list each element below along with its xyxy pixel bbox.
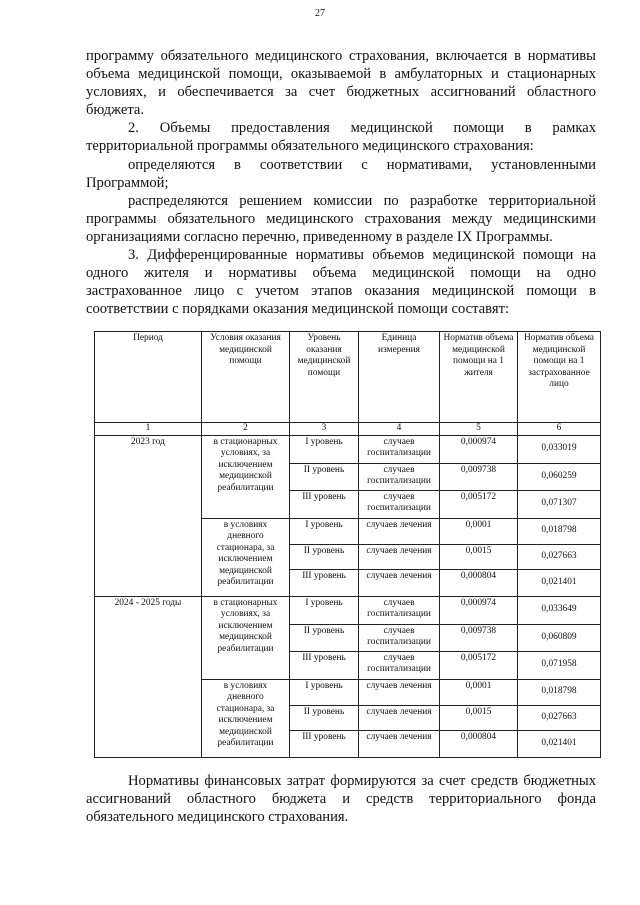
level-cell: I уровень: [290, 679, 359, 705]
column-number-row: [95, 423, 601, 436]
per-resident-cell: 0,0001: [440, 679, 518, 705]
paragraph-item-2-sub-1: определяются в соответствии с нормативами, установленными Программой;: [86, 156, 596, 191]
per-resident-cell: 0,000804: [440, 730, 518, 757]
unit-cell: случаев госпитализации: [359, 651, 440, 679]
per-resident-cell: 0,000974: [440, 596, 518, 624]
level-cell: II уровень: [290, 463, 359, 490]
level-cell: II уровень: [290, 544, 359, 569]
level-cell: II уровень: [290, 705, 359, 730]
page-number: 27: [315, 8, 325, 19]
period-cell: 2023 год: [95, 435, 202, 596]
table-header-row: [95, 332, 601, 423]
per-insured-cell: 0,060259: [518, 463, 601, 490]
paragraph-item-3: 3. Дифференцированные нормативы объемов медицинской помощи на одного жителя и нормативы объема медицинской помощи на одно застрахованное лицо с учетом этапов оказания медицинской помощи в соответствии с порядками оказания медицинской помощи составят:: [86, 247, 596, 318]
column-number: 1: [95, 423, 202, 436]
level-cell: I уровень: [290, 596, 359, 624]
column-number: 4: [359, 423, 440, 436]
column-header-conditions: Условия оказания медицинской помощи: [202, 332, 290, 423]
unit-cell: случаев лечения: [359, 569, 440, 596]
level-cell: II уровень: [290, 624, 359, 651]
per-insured-cell: 0,071307: [518, 490, 601, 518]
level-cell: III уровень: [290, 730, 359, 757]
paragraph-item-2-sub-2: распределяются решением комиссии по разработке территориальной программы обязательного медицинского страхования между медицинскими организациями согласно перечню, приведенному в разделе IX Программы.: [86, 192, 596, 245]
column-number: 6: [518, 423, 601, 436]
per-resident-cell: 0,000804: [440, 569, 518, 596]
per-resident-cell: 0,005172: [440, 651, 518, 679]
column-header-per-resident: Норматив объема медицинской помощи на 1 жителя: [440, 332, 518, 423]
unit-cell: случаев лечения: [359, 679, 440, 705]
table-row: [95, 435, 601, 463]
unit-cell: случаев лечения: [359, 518, 440, 544]
condition-cell: в условиях дневного стационара, за исключением медицинской реабилитации: [202, 679, 290, 757]
closing-text: [86, 772, 596, 826]
column-header-level: Уровень оказания медицинской помощи: [290, 332, 359, 423]
body-text: [86, 47, 596, 318]
period-cell: 2024 - 2025 годы: [95, 596, 202, 757]
unit-cell: случаев госпитализации: [359, 490, 440, 518]
norms-table-body: [95, 435, 601, 757]
per-insured-cell: 0,071958: [518, 651, 601, 679]
column-number: 5: [440, 423, 518, 436]
per-insured-cell: 0,018798: [518, 679, 601, 705]
column-number: 2: [202, 423, 290, 436]
per-insured-cell: 0,060809: [518, 624, 601, 651]
paragraph-item-2: 2. Объемы предоставления медицинской помощи в рамках территориальной программы обязательного медицинского страхования:: [86, 120, 596, 155]
condition-cell: в стационарных условиях, за исключением медицинской реабилитации: [202, 435, 290, 518]
column-header-per-insured: Норматив объема медицинской помощи на 1 застрахованное лицо: [518, 332, 601, 423]
norms-table: [94, 331, 601, 758]
per-resident-cell: 0,0015: [440, 544, 518, 569]
column-header-unit: Единица измерения: [359, 332, 440, 423]
unit-cell: случаев госпитализации: [359, 624, 440, 651]
unit-cell: случаев госпитализации: [359, 463, 440, 490]
unit-cell: случаев лечения: [359, 705, 440, 730]
per-resident-cell: 0,009738: [440, 463, 518, 490]
per-insured-cell: 0,018798: [518, 518, 601, 544]
column-number: 3: [290, 423, 359, 436]
level-cell: I уровень: [290, 435, 359, 463]
table-row: [95, 596, 601, 624]
per-insured-cell: 0,021401: [518, 730, 601, 757]
per-resident-cell: 0,0015: [440, 705, 518, 730]
per-insured-cell: 0,033019: [518, 435, 601, 463]
unit-cell: случаев госпитализации: [359, 596, 440, 624]
per-resident-cell: 0,0001: [440, 518, 518, 544]
level-cell: III уровень: [290, 490, 359, 518]
column-header-period: Период: [95, 332, 202, 423]
condition-cell: в условиях дневного стационара, за исключением медицинской реабилитации: [202, 518, 290, 596]
per-resident-cell: 0,005172: [440, 490, 518, 518]
per-resident-cell: 0,009738: [440, 624, 518, 651]
per-insured-cell: 0,027663: [518, 544, 601, 569]
per-resident-cell: 0,000974: [440, 435, 518, 463]
paragraph-continuation: программу обязательного медицинского страхования, включается в нормативы объема медицинской помощи, оказываемой в амбулаторных и стационарных условиях, и обеспечивается за счет бюджетных ассигнований областного бюджета.: [86, 48, 596, 119]
level-cell: III уровень: [290, 651, 359, 679]
level-cell: III уровень: [290, 569, 359, 596]
unit-cell: случаев лечения: [359, 544, 440, 569]
unit-cell: случаев лечения: [359, 730, 440, 757]
unit-cell: случаев госпитализации: [359, 435, 440, 463]
per-insured-cell: 0,027663: [518, 705, 601, 730]
condition-cell: в стационарных условиях, за исключением медицинской реабилитации: [202, 596, 290, 679]
level-cell: I уровень: [290, 518, 359, 544]
paragraph-closing: Нормативы финансовых затрат формируются за счет средств бюджетных ассигнований областного бюджета и средств территориального фонда обязательного медицинского страхования.: [86, 773, 596, 826]
per-insured-cell: 0,021401: [518, 569, 601, 596]
per-insured-cell: 0,033649: [518, 596, 601, 624]
